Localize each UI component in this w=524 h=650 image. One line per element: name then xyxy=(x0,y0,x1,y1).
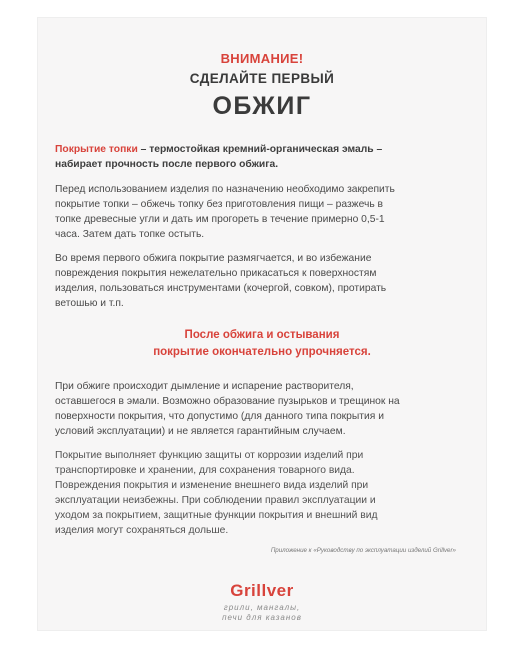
text-line: покрытие топки – обжечь топку без приготовления пищи – разжечь в xyxy=(55,199,384,210)
intro-accent: Покрытие топки xyxy=(55,144,138,155)
caution-paragraph xyxy=(55,251,470,311)
page-title: ОБЖИГ xyxy=(212,92,312,120)
brand-tagline-2: печи для казанов xyxy=(222,613,302,622)
text-line: уходом за покрытием, защитные функции покрытия и внешний вид xyxy=(55,510,378,521)
text-line: Повреждения покрытия и изменение внешнего вида изделий при xyxy=(55,480,369,491)
brand-tagline-1: грили, мангалы, xyxy=(223,603,301,612)
text-line: повреждения покрытия нежелательно прикасаться к поверхностям xyxy=(55,268,377,279)
text-line: эксплуатации неизбежны. При соблюдении правил эксплуатации и xyxy=(55,495,376,506)
brand-logo xyxy=(38,581,486,601)
text-line: условий эксплуатации) и не является гарантийным случаем. xyxy=(55,426,346,437)
subtitle-heading: СДЕЛАЙТЕ ПЕРВЫЙ xyxy=(189,71,335,86)
footnote: Приложение к «Руководству по эксплуатации изделий Grillver» xyxy=(270,547,456,554)
highlight-line-2: покрытие окончательно упрочняется. xyxy=(153,346,371,358)
text-line: Во время первого обжига покрытие размягчается, и во избежание xyxy=(55,253,372,264)
notice-sheet xyxy=(38,18,486,630)
text-line: ветошью и т.п. xyxy=(55,298,124,309)
text-line: Покрытие выполняет функцию защиты от коррозии изделий при xyxy=(55,450,364,461)
text-line: топке древесные угли и дать им прогореть в течение примерно 0,5-1 xyxy=(55,214,385,225)
preparation-paragraph xyxy=(55,182,470,242)
text-line: изделия могут сохраняться дольше. xyxy=(55,525,229,536)
protection-paragraph xyxy=(55,448,470,538)
smoke-paragraph xyxy=(55,379,470,439)
text-line: Перед использованием изделия по назначению необходимо закрепить xyxy=(55,184,395,195)
text-line: При обжиге происходит дымление и испарение растворителя, xyxy=(55,381,354,392)
intro-line1-rest: – термостойкая кремний-органическая эмаль – xyxy=(137,144,383,155)
text-line: изделия, пользоваться инструментами (кочергой, совком), протирать xyxy=(55,283,387,294)
warning-heading: ВНИМАНИЕ! xyxy=(220,51,304,66)
text-line: поверхности покрытия, что допустимо (для данного типа покрытия и xyxy=(55,411,384,422)
highlight-line-1: После обжига и остывания xyxy=(184,329,340,341)
intro-line2: набирает прочность после первого обжига. xyxy=(55,159,279,170)
brand-name: Grillver xyxy=(230,581,294,600)
text-line: оставшегося в эмали. Возможно образование пузырьков и трещинок на xyxy=(55,396,400,407)
text-line: транспортировке и хранении, для сохранения товарного вида. xyxy=(55,465,355,476)
intro-paragraph xyxy=(55,142,470,172)
text-line: часа. Затем дать топке остыть. xyxy=(55,229,205,240)
